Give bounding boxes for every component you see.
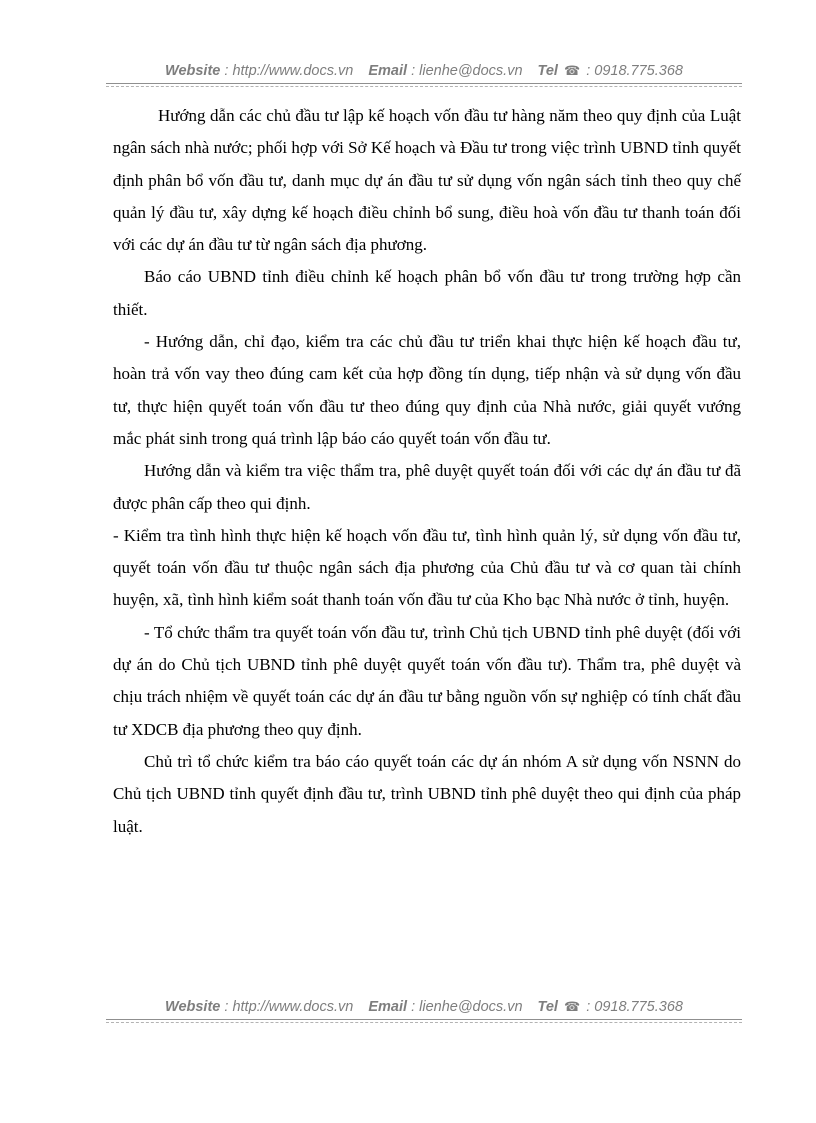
paragraph: Hướng dẫn và kiểm tra việc thẩm tra, phê duyệt quyết toán đối với các dự án đầu tư đã được phân cấp theo qui định. bbox=[113, 461, 741, 513]
paragraph: Chủ trì tổ chức kiểm tra báo cáo quyết toán các dự án nhóm A sử dụng vốn NSNN do Chủ tịch UBND tỉnh quyết định đầu tư, trình UBND tỉnh phê duyệt theo qui định của pháp luật. bbox=[113, 751, 741, 836]
email-label: Email bbox=[368, 999, 408, 1015]
footer-email bbox=[368, 999, 522, 1015]
tel-label: Tel bbox=[537, 63, 558, 79]
paragraph: - Hướng dẫn, chỉ đạo, kiểm tra các chủ đầu tư triển khai thực hiện kế hoạch đầu tư, hoàn trả vốn vay theo đúng cam kết của hợp đồng tín dụng, tiếp nhận và sử dụng vốn đầu tư, thực hiện quyết toán vốn đầu tư theo đúng quy định của Nhà nước, giải quyết vướng mắc phát sinh trong quá trình lập báo cáo quyết toán vốn đầu tư. bbox=[113, 332, 741, 448]
tel-label: Tel bbox=[537, 999, 558, 1015]
header-website bbox=[165, 63, 353, 79]
website-label: Website bbox=[165, 63, 221, 79]
footer-tel bbox=[538, 999, 683, 1015]
footer-rule-line bbox=[106, 1019, 742, 1023]
paragraph: Hướng dẫn các chủ đầu tư lập kế hoạch vốn đầu tư hàng năm theo quy định của Luật ngân sách nhà nước; phối hợp với Sở Kế hoạch và Đầu tư trong việc trình UBND tỉnh quyết định phân bổ vốn đầu tư, danh mục dự án đầu tư sử dụng vốn ngân sách tỉnh theo quy chế quản lý đầu tư, xây dựng kế hoạch điều chỉnh bổ sung, điều hoà vốn đầu tư thanh toán đối với các dự án đầu tư từ ngân sách địa phương. bbox=[113, 106, 741, 255]
header-contact-line bbox=[106, 63, 742, 83]
paragraph: Báo cáo UBND tỉnh điều chỉnh kế hoạch phân bổ vốn đầu tư trong trường hợp cần thiết. bbox=[113, 267, 741, 319]
phone-icon: ☎ bbox=[563, 63, 581, 78]
email-value: : lienhe@docs.vn bbox=[411, 63, 523, 79]
phone-icon: ☎ bbox=[563, 999, 581, 1014]
footer-website bbox=[165, 999, 353, 1015]
tel-value: : 0918.775.368 bbox=[586, 63, 683, 79]
website-value: : http://www.docs.vn bbox=[224, 63, 354, 79]
paragraph: - Tổ chức thẩm tra quyết toán vốn đầu tư, trình Chủ tịch UBND tỉnh phê duyệt (đối với dự án do Chủ tịch UBND tỉnh phê duyệt quyết toán vốn đầu tư). Thẩm tra, phê duyệt và chịu trách nhiệm về quyết toán các dự án đầu tư bằng nguồn vốn sự nghiệp có tính chất đầu tư XDCB địa phương theo quy định. bbox=[113, 622, 741, 739]
page-footer bbox=[106, 999, 742, 1023]
website-value: : http://www.docs.vn bbox=[224, 999, 354, 1015]
website-label: Website bbox=[165, 999, 221, 1015]
document-body bbox=[113, 100, 741, 843]
tel-value: : 0918.775.368 bbox=[586, 999, 683, 1015]
header-rule-line bbox=[106, 83, 742, 87]
page-header bbox=[106, 63, 742, 87]
paragraph: - Kiểm tra tình hình thực hiện kế hoạch vốn đầu tư, tình hình quản lý, sử dụng vốn đầu tư, quyết toán vốn đầu tư thuộc ngân sách địa phương của Chủ đầu tư và cơ quan tài chính huyện, xã, tình hình kiểm soát thanh toán vốn đầu tư của Kho bạc Nhà nước ở tỉnh, huyện. bbox=[113, 525, 741, 610]
header-email bbox=[368, 63, 522, 79]
header-tel bbox=[538, 63, 683, 79]
footer-contact-line bbox=[106, 999, 742, 1019]
email-value: : lienhe@docs.vn bbox=[411, 999, 523, 1015]
email-label: Email bbox=[368, 63, 408, 79]
